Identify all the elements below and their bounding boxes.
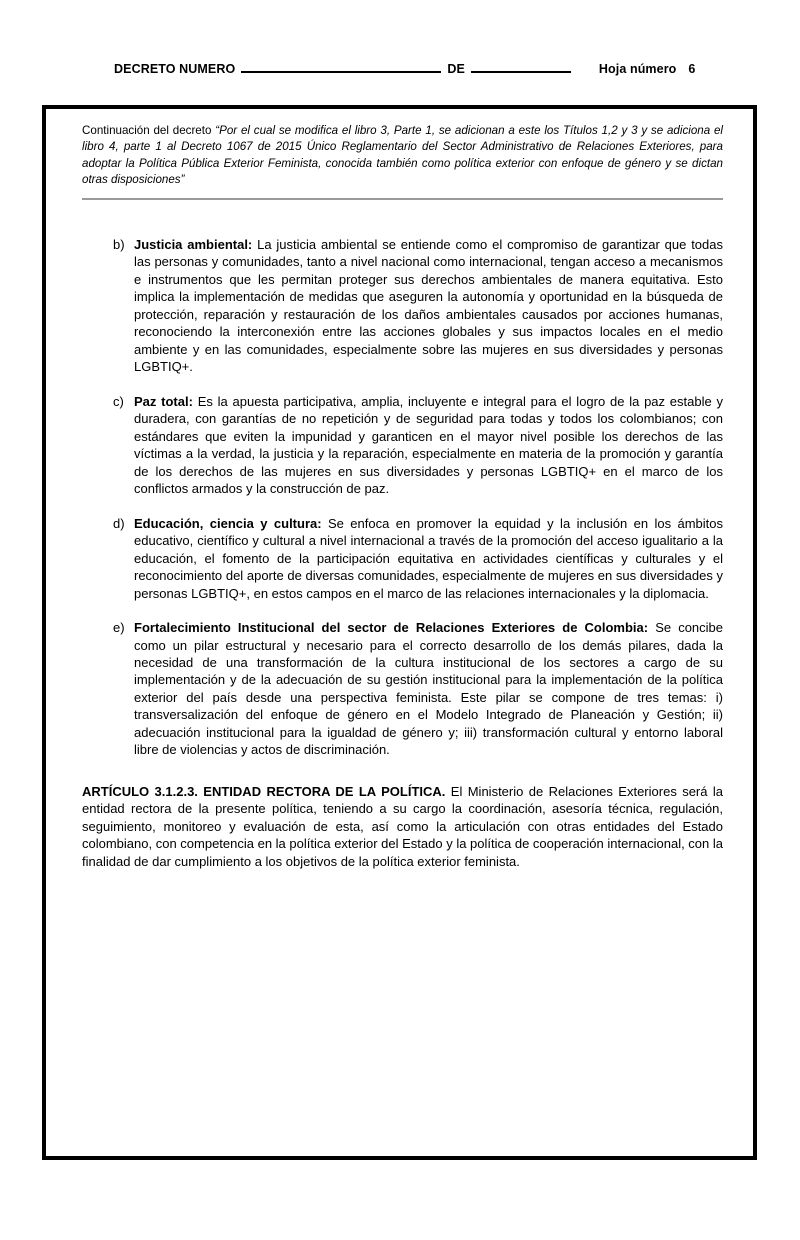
list-item <box>82 236 723 376</box>
list-item-text: Se enfoca en promover la equidad y la inclusión en los ámbitos educativo, científico y cultural a nivel internacional a través de la promoción del acceso igualitario a la educación, el fomento de la participación equitativa en actividades científicas y culturales y el reconocimiento del aporte de diversas comunidades, especialmente de mujeres en sus diversidades y personas LGBTIQ+, en estos campos en el marco de las relaciones internacionales y la diplomacia. <box>134 515 724 601</box>
list-item-marker: d) <box>113 515 125 531</box>
list-item-marker: b) <box>113 236 125 252</box>
article-text: El Ministerio de Relaciones Exteriores será la entidad rectora de la presente política, teniendo a su cargo la coordinación, asesoría técnica, regulación, seguimiento, monitoreo y evaluación de esta, así como la articulación con otras entidades del Estado colombiano, con competencia en la política exterior del Estado y la política de cooperación internacional, con la finalidad de dar cumplimiento a los objetivos de la política exterior feminista. <box>82 783 724 869</box>
list-item-text: La justicia ambiental se entiende como el compromiso de garantizar que todas las personas y comunidades, tanto a nivel nacional como internacional, tengan acceso a mecanismos e instrumentos que les permitan proteger sus derechos ambientales de manera equitativa. Esto implica la implementación de medidas que aseguren la autonomía y oportunidad en la búsqueda de protección, reparación y restauración de los daños ambientales causados por acciones humanas, reconociendo la interconexión entre las acciones globales y sus impactos locales en el medio ambiente y en las comunidades, especialmente sobre las mujeres en sus diversidades y personas LGBTIQ+. <box>134 236 723 375</box>
article-paragraph <box>82 783 723 870</box>
de-blank <box>471 71 571 73</box>
list-item-text: Se concibe como un pilar estructural y necesario para el correcto desarrollo de los demás pilares, dada la necesidad de una transformación de la cultura institucional de los sectores a cargo de su implementación y de la adecuación de su gestión institucional para la implementación de la política exterior del país desde una perspectiva feminista. Este pilar se compone de tres temas: i) transversalización del enfoque de género en el Modelo Integrado de Planeación y Gestión; ii) adecuación institucional para la igualdad de género y; iii) transformación cultural y entorno laboral libre de violencias y actos de discriminación. <box>134 620 724 758</box>
continuation-prefix: Continuación del decreto <box>82 124 216 137</box>
list-item <box>82 515 723 602</box>
list-item-text: Es la apuesta participativa, amplia, incluyente e integral para el logro de la paz estable y duradera, con garantías de no repetición y de seguridad para todas y todos los colombianos; con estándares que eviten la impunidad y garanticen en el mayor nivel posible los derechos de las víctimas a la verdad, la justicia y la reparación, especialmente en materia de la promoción y garantía de los derechos de las mujeres en sus diversidades y personas LGBTIQ+ en el marco de los conflictos armados y la construcción de paz. <box>134 393 723 497</box>
list-item-marker: e) <box>113 620 125 636</box>
decreto-numero-blank <box>241 71 441 73</box>
list-item-term: Fortalecimiento Institucional del sector de Relaciones Exteriores de Colombia: <box>134 620 649 636</box>
continuation-note <box>82 123 723 189</box>
document-frame <box>42 105 757 1160</box>
decreto-numero-label: DECRETO NUMERO <box>114 62 236 76</box>
list-item-marker: c) <box>113 393 124 409</box>
list-item-term: Justicia ambiental: <box>134 236 253 252</box>
list-item-term: Paz total: <box>134 393 193 409</box>
document-body <box>46 109 753 1156</box>
list-item <box>82 619 723 759</box>
list-item-term: Educación, ciencia y cultura: <box>134 515 322 531</box>
list-item <box>82 393 723 498</box>
hoja-numero-label: Hoja número <box>598 62 677 76</box>
main-content <box>82 236 723 871</box>
pillars-list <box>82 236 723 759</box>
page-header <box>0 62 800 86</box>
continuation-quote: “Por el cual se modifica el libro 3, Parte 1, se adicionan a este los Títulos 1,2 y 3 y se adiciona el libro 4, parte 1 al Decreto 1067 de 2015 Único Reglamentario del Sector Administrativo de Relaciones Exteriores, para adoptar la Política Pública Exterior Feminista, conocida también como política exterior con enfoque de género y se dictan otras disposiciones” <box>82 124 723 187</box>
header-divider <box>82 198 723 200</box>
de-label: DE <box>447 62 465 76</box>
decreto-header-line <box>0 62 800 76</box>
article-heading: ARTÍCULO 3.1.2.3. ENTIDAD RECTORA DE LA POLÍTICA. <box>82 783 446 799</box>
page-number: 6 <box>688 62 696 76</box>
